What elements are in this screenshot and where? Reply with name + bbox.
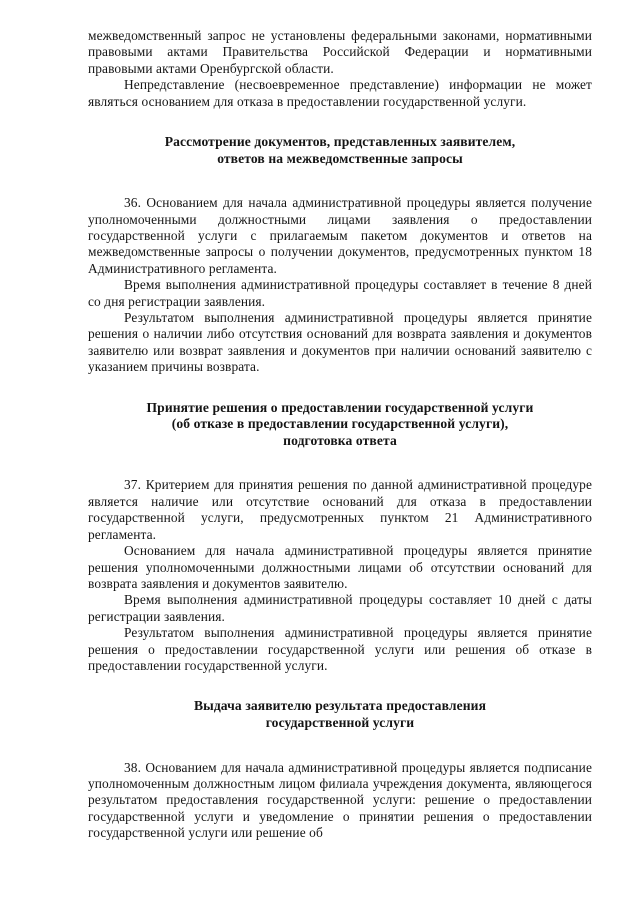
intro-paragraph-2: Непредставление (несвоевременное представление) информации не может являться основанием для отказа в предоставлении государственной услуги. [88,77,592,109]
section-heading-line: Выдача заявителю результата предоставления [193,698,487,714]
section-heading-line: (об отказе в предоставлении государственной услуги), [171,416,509,432]
paragraph-36-time: Время выполнения административной процедуры составляет в течение 8 дней со дня регистрации заявления. [88,277,592,309]
paragraph-37-time: Время выполнения административной процедуры составляет 10 дней с даты регистрации заявления. [88,592,592,624]
intro-paragraph-1: межведомственный запрос не установлены федеральными законами, нормативными правовыми актами Правительства Российской Федерации и нормативными правовыми актами Оренбургской области. [88,28,592,76]
section-heading-line: подготовка ответа [283,432,397,448]
paragraph-37: 37. Критерием для принятия решения по данной административной процедуре является наличие или отсутствие оснований для отказа в предоставлении государственной услуги, предусмотренных пунктом 21 Административного регламента. [88,477,592,542]
paragraph-36: 36. Основанием для начала административной процедуры является получение уполномоченными должностными лицами заявления о предоставлении государственной услуги с прилагаемым пакетом документов и ответов на межведомственные запросы о получении документов, предусмотренных пунктом 18 Административного регламента. [88,195,592,276]
section-heading-issuance [88,698,592,731]
section-heading-line: ответов на межведомственные запросы [217,150,463,166]
section-heading-review [88,134,592,167]
section-heading-line: Принятие решения о предоставлении государственной услуги [146,399,534,415]
paragraph-37-basis: Основанием для начала административной процедуры является принятие решения уполномоченными должностными лицами об отсутствии оснований для возврата заявления и документов заявителю. [88,543,592,591]
section-heading-line: Рассмотрение документов, представленных заявителем, [164,134,516,150]
section-heading-decision [88,400,592,450]
paragraph-36-result: Результатом выполнения административной процедуры является принятие решения о наличии либо отсутствия оснований для возврата заявления и документов заявителю или возврат заявления и документов при наличии оснований заявителю с указанием причины возврата. [88,310,592,375]
paragraph-37-result: Результатом выполнения административной процедуры является принятие решения о предоставлении государственной услуги или решения об отказе в предоставлении государственной услуги. [88,625,592,673]
paragraph-38: 38. Основанием для начала административной процедуры является подписание уполномоченным должностным лицом филиала учреждения документа, являющегося результатом предоставления государственной услуги: решение о предоставлении государственной услуги и уведомление о принятии решения о предоставлении государственной услуги или решение об [88,759,592,841]
section-heading-line: государственной услуги [265,714,415,730]
